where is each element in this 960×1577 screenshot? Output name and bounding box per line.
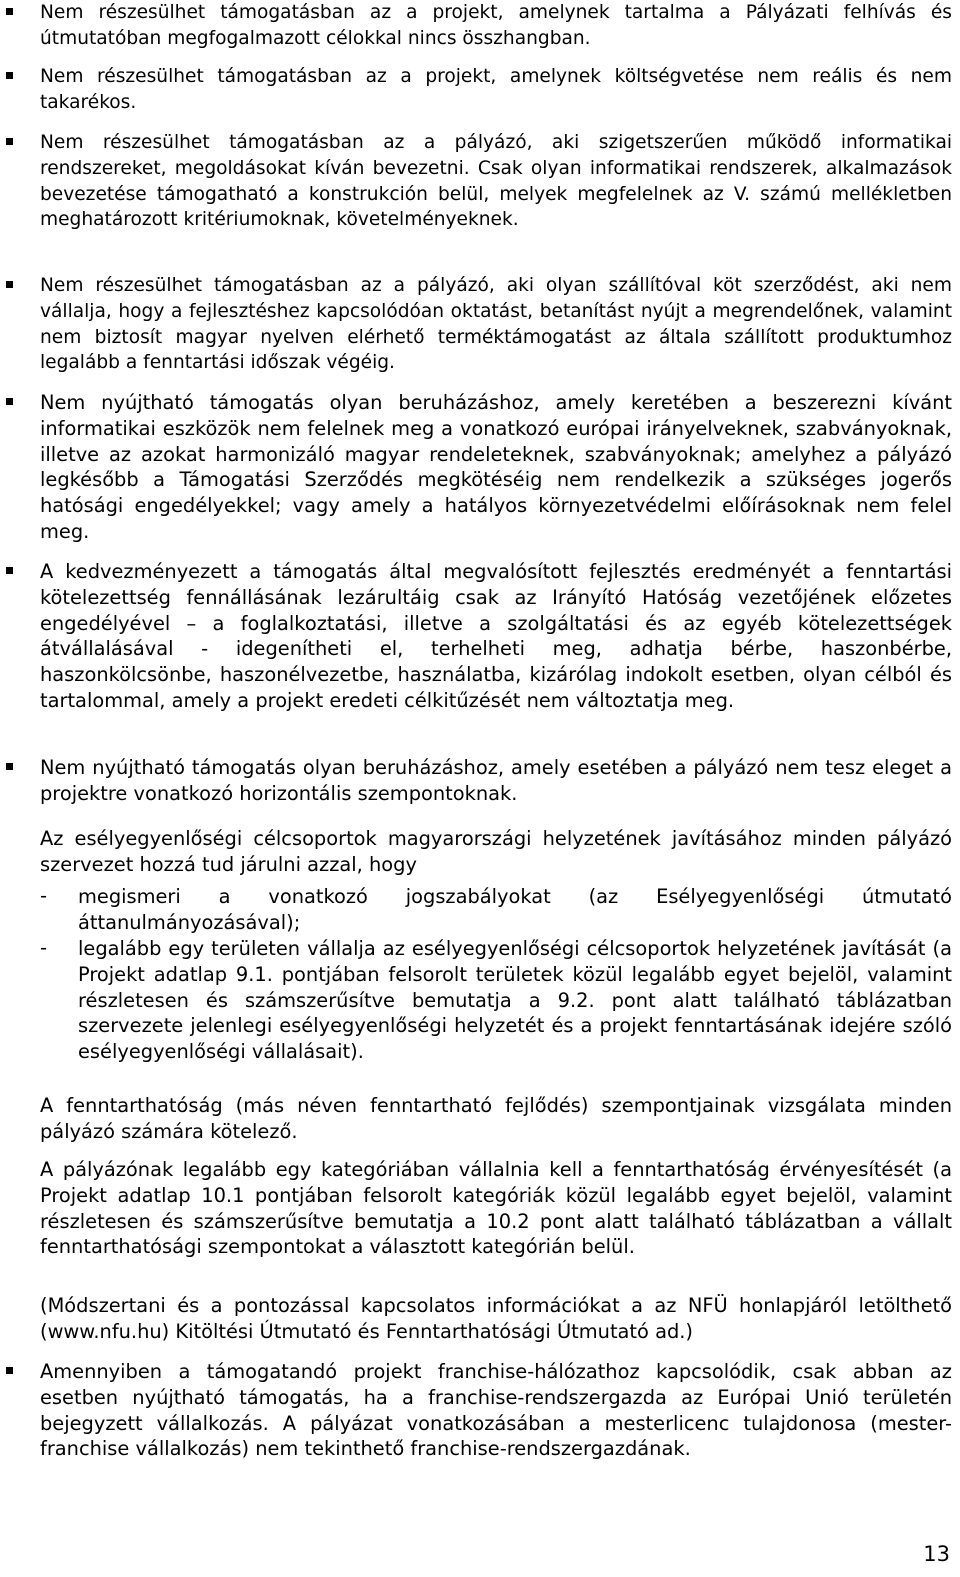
paragraph-text: Nem részesülhet támogatásban az a projekt, amelynek költségvetése nem reális és nem takarékos. [40, 66, 952, 113]
bullet-marker [6, 281, 13, 288]
paragraph-text: Nem részesülhet támogatásban az a pályázó, aki olyan szállítóval köt szerződést, aki nem vállalja, hogy a fejlesztéshez kapcsolódóan oktatást, betanítást nyújt a megrendelőnek, valamint nem biztosít magyar nyelven elérhető terméktámogatást az általa szállított produktumhoz legalább a fenntartási időszak végéig. [40, 275, 952, 374]
dash-item [40, 936, 952, 1065]
bullet-item [40, 130, 952, 233]
bullet-marker [6, 398, 13, 405]
paragraph [40, 1093, 952, 1145]
paragraph-text: A kedvezményezett a támogatás által megvalósított fejlesztés eredményét a fenntartási kötelezettség fennállásának lezárultáig csak az Irányító Hatóság vezetőjének előzetes engedélyével – a foglalkoztatási, illetve a szolgáltatási és az egyéb kötelezettségek átvállalásával - idegenítheti el, terhelheti meg, adhatja bérbe, haszonbérbe, haszonkölcsönbe, haszonélvezetbe, használatba, kizárólag indokolt esetben, olyan célból és tartalommal, amely a projekt eredeti célkitűzését nem változtatja meg. [40, 560, 952, 712]
paragraph-text: Nem nyújtható támogatás olyan beruházáshoz, amely keretében a beszerezni kívánt informatikai eszközök nem felelnek meg a vonatkozó európai irányelveknek, szabványoknak, illetve az azokat harmonizáló magyar rendeleteknek, szabványoknak; amelyhez a pályázó legkésőbb a Támogatási Szerződés megkötéséig nem rendelkezik a szükséges jogerős hatósági engedélyekkel; vagy amely a hatályos környezetvédelmi előírásoknak nem felel meg. [40, 391, 952, 543]
dash-item [40, 884, 952, 936]
paragraph-text: A pályázónak legalább egy kategóriában vállalnia kell a fenntarthatóság érvényesítését (a Projekt adatlap 10.1 pontjában felsorolt kategóriák közül legalább egyet bejelöl, valamint részletesen és számszerűsítve bemutatja a 10.2 pont alatt található táblázatban a vállalt fenntarthatósági szempontokat a választott kategórián belül. [40, 1158, 952, 1259]
bullet-marker [6, 72, 13, 79]
paragraph-text: Nem részesülhet támogatásban az a pályázó, aki szigetszerűen működő informatikai rendszereket, megoldásokat kíván bevezetni. Csak olyan informatikai rendszerek, alkalmazások bevezetése támogatható a konstrukción belül, melyek megfelelnek az V. számú mellékletben meghatározott kritériumoknak, követelményeknek. [40, 132, 952, 231]
bullet-item [40, 390, 952, 545]
bullet-item [40, 1359, 952, 1462]
bullet-marker [6, 567, 13, 574]
bullet-marker [6, 8, 13, 15]
bullet-marker [6, 138, 13, 145]
paragraph-text: A fenntarthatóság (más néven fenntartható fejlődés) szempontjainak vizsgálata minden pályázó számára kötelező. [40, 1094, 952, 1143]
paragraph-text: Nem nyújtható támogatás olyan beruházáshoz, amely esetében a pályázó nem tesz eleget a projektre vonatkozó horizontális szempontoknak. [40, 756, 952, 805]
bullet-item [40, 559, 952, 714]
bullet-item [40, 64, 952, 116]
intro-paragraph [40, 826, 952, 878]
paragraph [40, 1293, 952, 1345]
paragraph-text: megismeri a vonatkozó jogszabályokat (az Esélyegyenlőségi útmutató áttanulmányozásával); [78, 885, 952, 934]
paragraph-text: Nem részesülhet támogatásban az a projekt, amelynek tartalma a Pályázati felhívás és útmutatóban megfogalmazott célokkal nincs összhangban. [40, 2, 952, 49]
bullet-item [40, 755, 952, 807]
bullet-item [40, 0, 952, 52]
paragraph-text: legalább egy területen vállalja az esélyegyenlőségi célcsoportok helyzetének javítását (a Projekt adatlap 9.1. pontjában felsorolt területek közül legalább egyet bejelöl, valamint részletesen és számszerűsítve bemutatja a 9.2. pont alatt található táblázatban szervezete jelenlegi esélyegyenlőségi helyzetét és a projekt fenntartásának idejére szóló esélyegyenlőségi vállalásait). [78, 937, 952, 1064]
paragraph-text: (Módszertani és a pontozással kapcsolatos információkat a az NFÜ honlapjáról letölthető (www.nfu.hu) Kitöltési Útmutató és Fenntarthatósági Útmutató ad.) [40, 1294, 952, 1343]
paragraph-text: Az esélyegyenlőségi célcsoportok magyarországi helyzetének javításához minden pályázó szervezet hozzá tud járulni azzal, hogy [40, 827, 952, 876]
bullet-marker [6, 1367, 13, 1374]
paragraph-text: Amennyiben a támogatandó projekt franchise-hálózathoz kapcsolódik, csak abban az esetben nyújtható támogatás, ha a franchise-rendszergazda az Európai Unió területén bejegyzett vállalkozás. A pályázat vonatkozásában a mesterlicenc tulajdonosa (mester-franchise vállalkozás) nem tekinthető franchise-rendszergazdának. [40, 1360, 952, 1461]
dash-marker: - [40, 884, 47, 907]
bullet-marker [6, 763, 13, 770]
bullet-item [40, 273, 952, 376]
paragraph [40, 1157, 952, 1260]
page-number: 13 [923, 1542, 950, 1566]
dash-marker: - [40, 936, 47, 959]
